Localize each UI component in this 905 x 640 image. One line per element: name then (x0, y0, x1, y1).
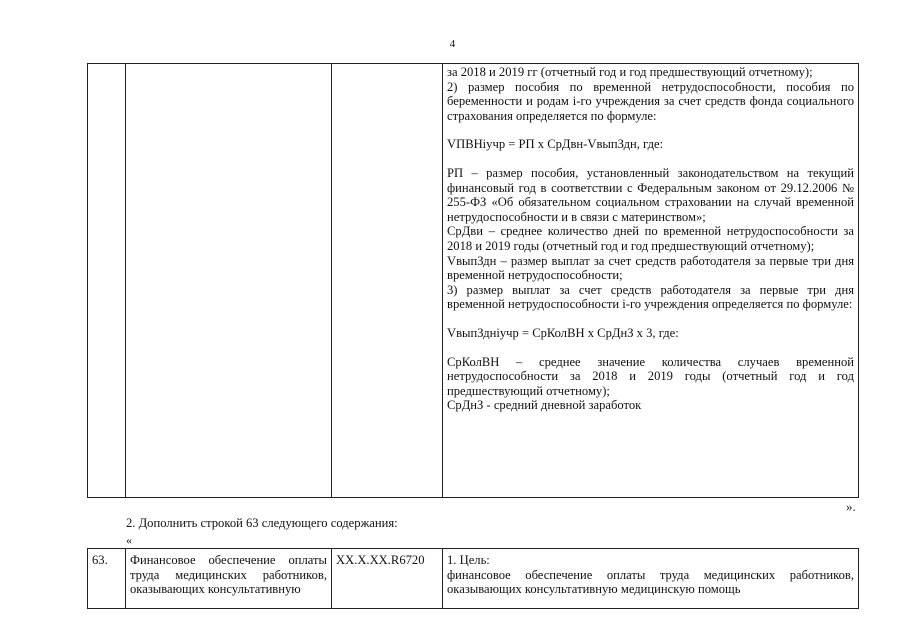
row-63-code: XX.X.XX.R6720 (336, 553, 425, 567)
description-cell (443, 64, 859, 498)
row-63-goal-text: финансовое обеспечение оплаты труда медицинских работников, оказывающих консультативную медицинскую помощь (447, 567, 854, 597)
definition-rp: РП – размер пособия, установленный законодательством на текущий финансовый год в соответствии с Федеральным законом от 29.12.2006 № 255-ФЗ «Об обязательном социальном страховании на случай временной нетрудоспособности и в связи с материнством»; (447, 165, 854, 224)
definition-srkolvn: СрКолВН – среднее значение количества случаев временной нетрудоспособности за 2018 и 2019 годы (отчетный год и год предшествующий отчетному); (447, 354, 854, 398)
continuation-table (87, 63, 859, 498)
row-63-name: Финансовое обеспечение оплаты труда медицинских работников, оказывающих консультативную (130, 553, 327, 597)
closing-quote: ». (846, 499, 856, 514)
empty-code-cell (332, 64, 443, 498)
row-63-name-cell (126, 549, 332, 609)
definition-srdnz: СрДнЗ - средний дневной заработок (447, 398, 642, 413)
paragraph-employer-payments: 3) размер выплат за счет средств работодателя за первые три дня временной нетрудоспособности i-го учреждения определяется по формуле: (447, 282, 854, 312)
row-63-goal-cell (443, 549, 859, 609)
definition-srdvi: СрДви – среднее количество дней по временной нетрудоспособности за 2018 и 2019 годы (отчетный год и год предшествующий отчетному); (447, 224, 854, 253)
row-63-goal-title: 1. Цель: (447, 553, 490, 567)
row-63-number-cell (88, 549, 126, 609)
empty-name-cell (126, 64, 332, 498)
paragraph-period: за 2018 и 2019 гг (отчетный год и год предшествующий отчетному); (447, 65, 813, 79)
row-63-code-cell (332, 549, 443, 609)
opening-quote: « (126, 533, 132, 547)
row-63-table (87, 548, 859, 609)
formula-employer-payments: VвыпЗдніучр = СрКолВН х СрДнЗ х 3, где: (447, 325, 679, 340)
page-number: 4 (449, 38, 456, 50)
row-63-number: 63. (92, 553, 108, 567)
add-row-instruction: 2. Дополнить строкой 63 следующего содержания: (126, 516, 398, 530)
paragraph-benefit-size: 2) размер пособия по временной нетрудоспособности, пособия по беременности и родам i-го учреждения за счет средств фонда социального страхования определяется по формуле: (447, 79, 854, 123)
empty-number-cell (88, 64, 126, 498)
formula-benefit: VПВНiучр = РП х СрДвн-VвыпЗдн, где: (447, 137, 664, 152)
definition-vvypzdn: VвыпЗдн – размер выплат за счет средств работодателя за первые три дня временной нетрудоспособности; (447, 253, 854, 283)
